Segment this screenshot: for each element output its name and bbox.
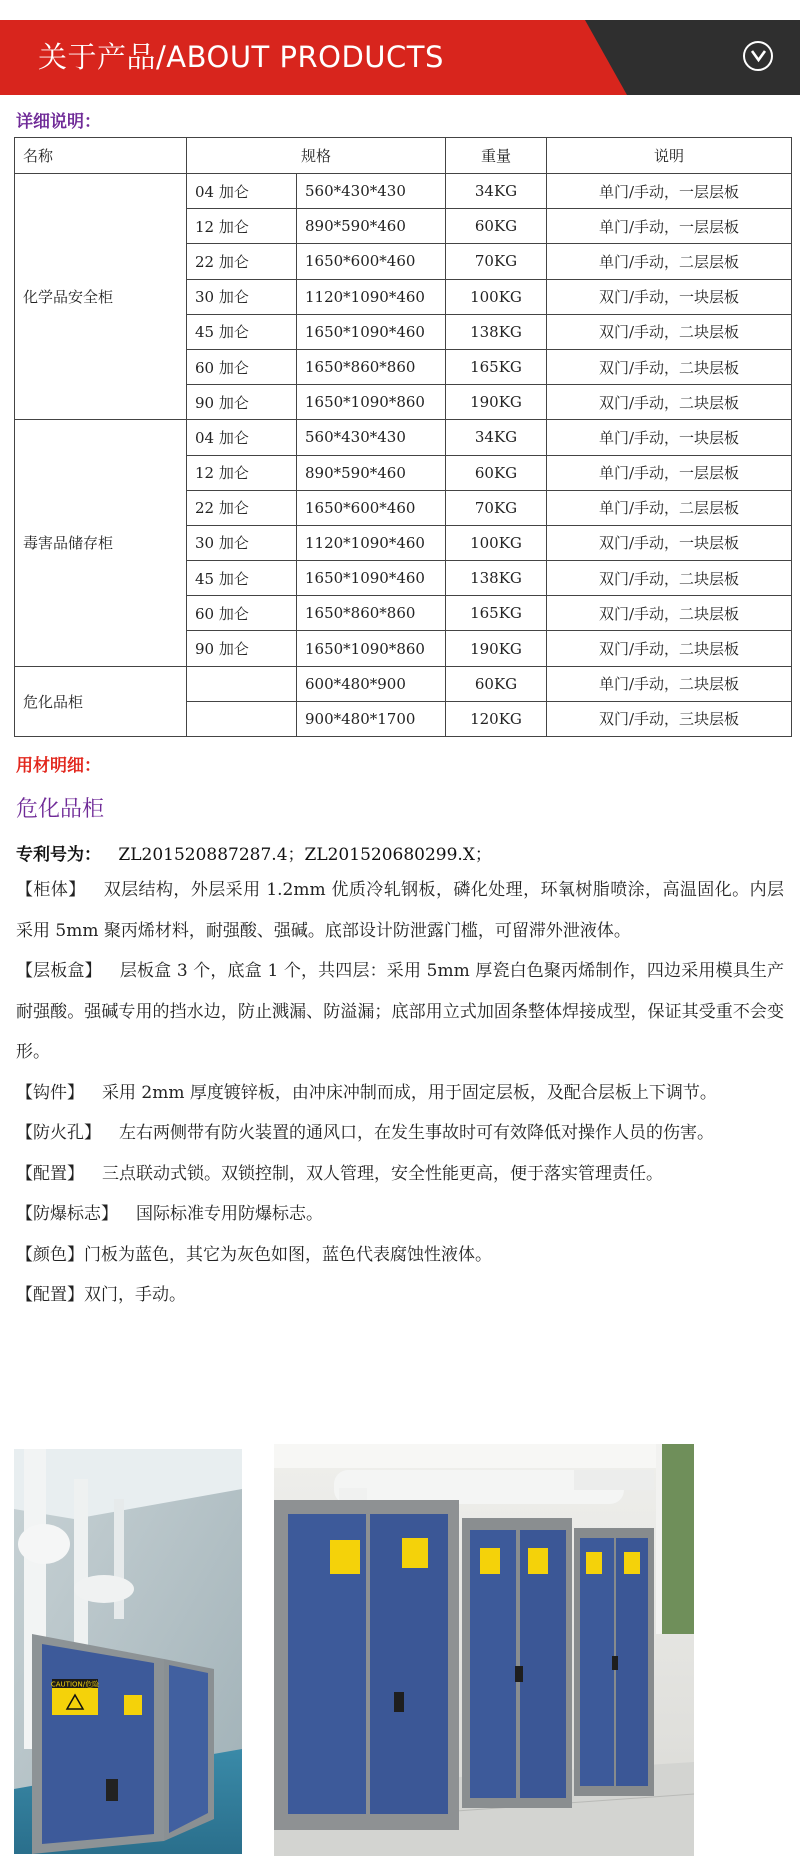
spec-paragraphs (16, 870, 784, 1316)
cell-weight: 34KG (446, 174, 547, 209)
cell-capacity: 60 加仑 (187, 596, 297, 631)
paragraph-tag: 【防爆标志】 (16, 1204, 118, 1224)
header-weight: 重量 (446, 138, 547, 174)
cell-capacity: 90 加仑 (187, 385, 297, 420)
header-spec: 规格 (187, 138, 446, 174)
paragraph (16, 870, 784, 951)
cell-size: 560*430*430 (297, 420, 446, 455)
cell-weight: 165KG (446, 349, 547, 384)
banner-title: 关于产品/ABOUT PRODUCTS (38, 40, 444, 74)
cell-size: 1650*1090*860 (297, 385, 446, 420)
paragraph (16, 1113, 784, 1154)
cell-capacity: 12 加仑 (187, 209, 297, 244)
paragraph-tag: 【层板盒】 (16, 961, 102, 981)
table-row (15, 666, 792, 701)
paragraph-tag: 【柜体】 (16, 880, 86, 900)
cell-size: 1120*1090*460 (297, 279, 446, 314)
cell-size: 890*590*460 (297, 209, 446, 244)
cell-note: 双门/手动，二块层板 (547, 349, 792, 384)
group-name: 化学品安全柜 (15, 174, 187, 420)
spec-table (14, 137, 792, 737)
group-name: 毒害品储存柜 (15, 420, 187, 666)
cell-weight: 70KG (446, 244, 547, 279)
cell-note: 双门/手动，三块层板 (547, 701, 792, 736)
cell-size: 1650*600*460 (297, 244, 446, 279)
cell-weight: 138KG (446, 314, 547, 349)
cell-weight: 60KG (446, 209, 547, 244)
cell-note: 单门/手动，一层层板 (547, 209, 792, 244)
cell-capacity: 30 加仑 (187, 279, 297, 314)
cell-capacity: 12 加仑 (187, 455, 297, 490)
paragraph-tag: 【防火孔】 (16, 1123, 101, 1143)
cell-weight: 70KG (446, 490, 547, 525)
paragraph-text: 双层结构，外层采用 1.2mm 优质冷轧钢板，磷化处理，环氧树脂喷涂，高温固化。内层采用 5mm 聚丙烯材料，耐强酸、强碱。底部设计防泄露门槛，可留滞外泄液体。 (16, 880, 785, 941)
cell-note: 单门/手动，二层层板 (547, 490, 792, 525)
cell-note: 单门/手动，二层层板 (547, 244, 792, 279)
header-banner (0, 0, 800, 112)
photo-lab-cabinets (14, 1449, 242, 1854)
cell-size: 1650*1090*460 (297, 314, 446, 349)
cell-size: 1650*860*860 (297, 349, 446, 384)
group-name: 危化品柜 (15, 666, 187, 736)
caution-sign-label: CAUTION/危险 (50, 1680, 100, 1689)
cell-weight: 60KG (446, 455, 547, 490)
corrosive-sign-icon (624, 1552, 640, 1574)
photo-room-cabinets (274, 1444, 694, 1856)
paragraph-text: 双门，手动。 (84, 1285, 186, 1305)
cell-note: 双门/手动，二块层板 (547, 631, 792, 666)
cell-weight: 120KG (446, 701, 547, 736)
cell-weight: 34KG (446, 420, 547, 455)
cell-capacity: 45 加仑 (187, 561, 297, 596)
cell-capacity (187, 701, 297, 736)
paragraph-text: 国际标准专用防爆标志。 (136, 1204, 323, 1224)
cell-weight: 138KG (446, 561, 547, 596)
cell-capacity: 04 加仑 (187, 174, 297, 209)
table-header-row (15, 138, 792, 174)
cell-note: 单门/手动，一层层板 (547, 455, 792, 490)
cell-size: 1650*1090*460 (297, 561, 446, 596)
cell-capacity: 04 加仑 (187, 420, 297, 455)
cell-capacity: 45 加仑 (187, 314, 297, 349)
header-name: 名称 (15, 138, 187, 174)
paragraph-tag: 【钩件】 (16, 1082, 84, 1103)
cell-note: 双门/手动，一块层板 (547, 279, 792, 314)
cell-note: 单门/手动，二块层板 (547, 666, 792, 701)
cell-weight: 190KG (446, 385, 547, 420)
cell-capacity (187, 666, 297, 701)
warning-sign-icon (330, 1540, 360, 1574)
header-note: 说明 (547, 138, 792, 174)
patent-line (16, 840, 492, 865)
product-title: 危化品柜 (16, 797, 105, 822)
cell-size: 1120*1090*460 (297, 525, 446, 560)
patent-value: ZL201520887287.4；ZL201520680299.X； (118, 845, 492, 865)
paragraph (16, 951, 784, 1073)
material-section-label: 用材明细： (16, 756, 101, 776)
paragraph-text: 三点联动式锁。双锁控制，双人管理，安全性能更高，便于落实管理责任。 (102, 1163, 663, 1184)
cell-size: 900*480*1700 (297, 701, 446, 736)
cell-note: 双门/手动，一块层板 (547, 525, 792, 560)
cell-size: 890*590*460 (297, 455, 446, 490)
table-row (15, 174, 792, 209)
cell-capacity: 22 加仑 (187, 490, 297, 525)
cell-note: 双门/手动，二块层板 (547, 561, 792, 596)
detail-section-label: 详细说明： (16, 112, 101, 132)
cell-note: 双门/手动，二块层板 (547, 596, 792, 631)
paragraph (16, 1154, 784, 1195)
paragraph-tag: 【配置】 (16, 1285, 84, 1305)
paragraph-tag: 【颜色】 (16, 1244, 84, 1265)
cell-capacity: 30 加仑 (187, 525, 297, 560)
cell-note: 双门/手动，二块层板 (547, 314, 792, 349)
cell-capacity: 90 加仑 (187, 631, 297, 666)
cell-weight: 100KG (446, 279, 547, 314)
cell-weight: 100KG (446, 525, 547, 560)
paragraph-tag: 【配置】 (16, 1163, 84, 1184)
paragraph-text: 左右两侧带有防火装置的通风口，在发生事故时可有效降低对操作人员的伤害。 (119, 1123, 714, 1143)
cell-weight: 165KG (446, 596, 547, 631)
paragraph (16, 1073, 784, 1114)
table-row (15, 420, 792, 455)
paragraph (16, 1275, 784, 1316)
cell-size: 1650*1090*860 (297, 631, 446, 666)
cell-weight: 60KG (446, 666, 547, 701)
paragraph (16, 1235, 784, 1276)
cell-size: 600*480*900 (297, 666, 446, 701)
cell-capacity: 60 加仑 (187, 349, 297, 384)
paragraph (16, 1194, 784, 1235)
cell-capacity: 22 加仑 (187, 244, 297, 279)
cell-note: 双门/手动，二块层板 (547, 385, 792, 420)
chevron-down-circle-icon[interactable] (743, 41, 773, 71)
cell-weight: 190KG (446, 631, 547, 666)
cell-size: 560*430*430 (297, 174, 446, 209)
cell-size: 1650*600*460 (297, 490, 446, 525)
patent-label: 专利号为： (16, 845, 101, 865)
paragraph-text: 采用 2mm 厚度镀锌板，由冲床冲制而成，用于固定层板，及配合层板上下调节。 (102, 1082, 717, 1103)
paragraph-text: 门板为蓝色，其它为灰色如图，蓝色代表腐蚀性液体。 (84, 1244, 492, 1265)
cell-note: 单门/手动，一块层板 (547, 420, 792, 455)
paragraph-text: 层板盒 3 个，底盒 1 个，共四层：采用 5mm 厚瓷白色聚丙烯制作，四边采用模具生产耐强酸。强碱专用的挡水边，防止溅漏、防溢漏；底部用立式加固条整体焊接成型，保证其受重不会变形。 (16, 961, 785, 1062)
cell-size: 1650*860*860 (297, 596, 446, 631)
cell-note: 单门/手动，一层层板 (547, 174, 792, 209)
